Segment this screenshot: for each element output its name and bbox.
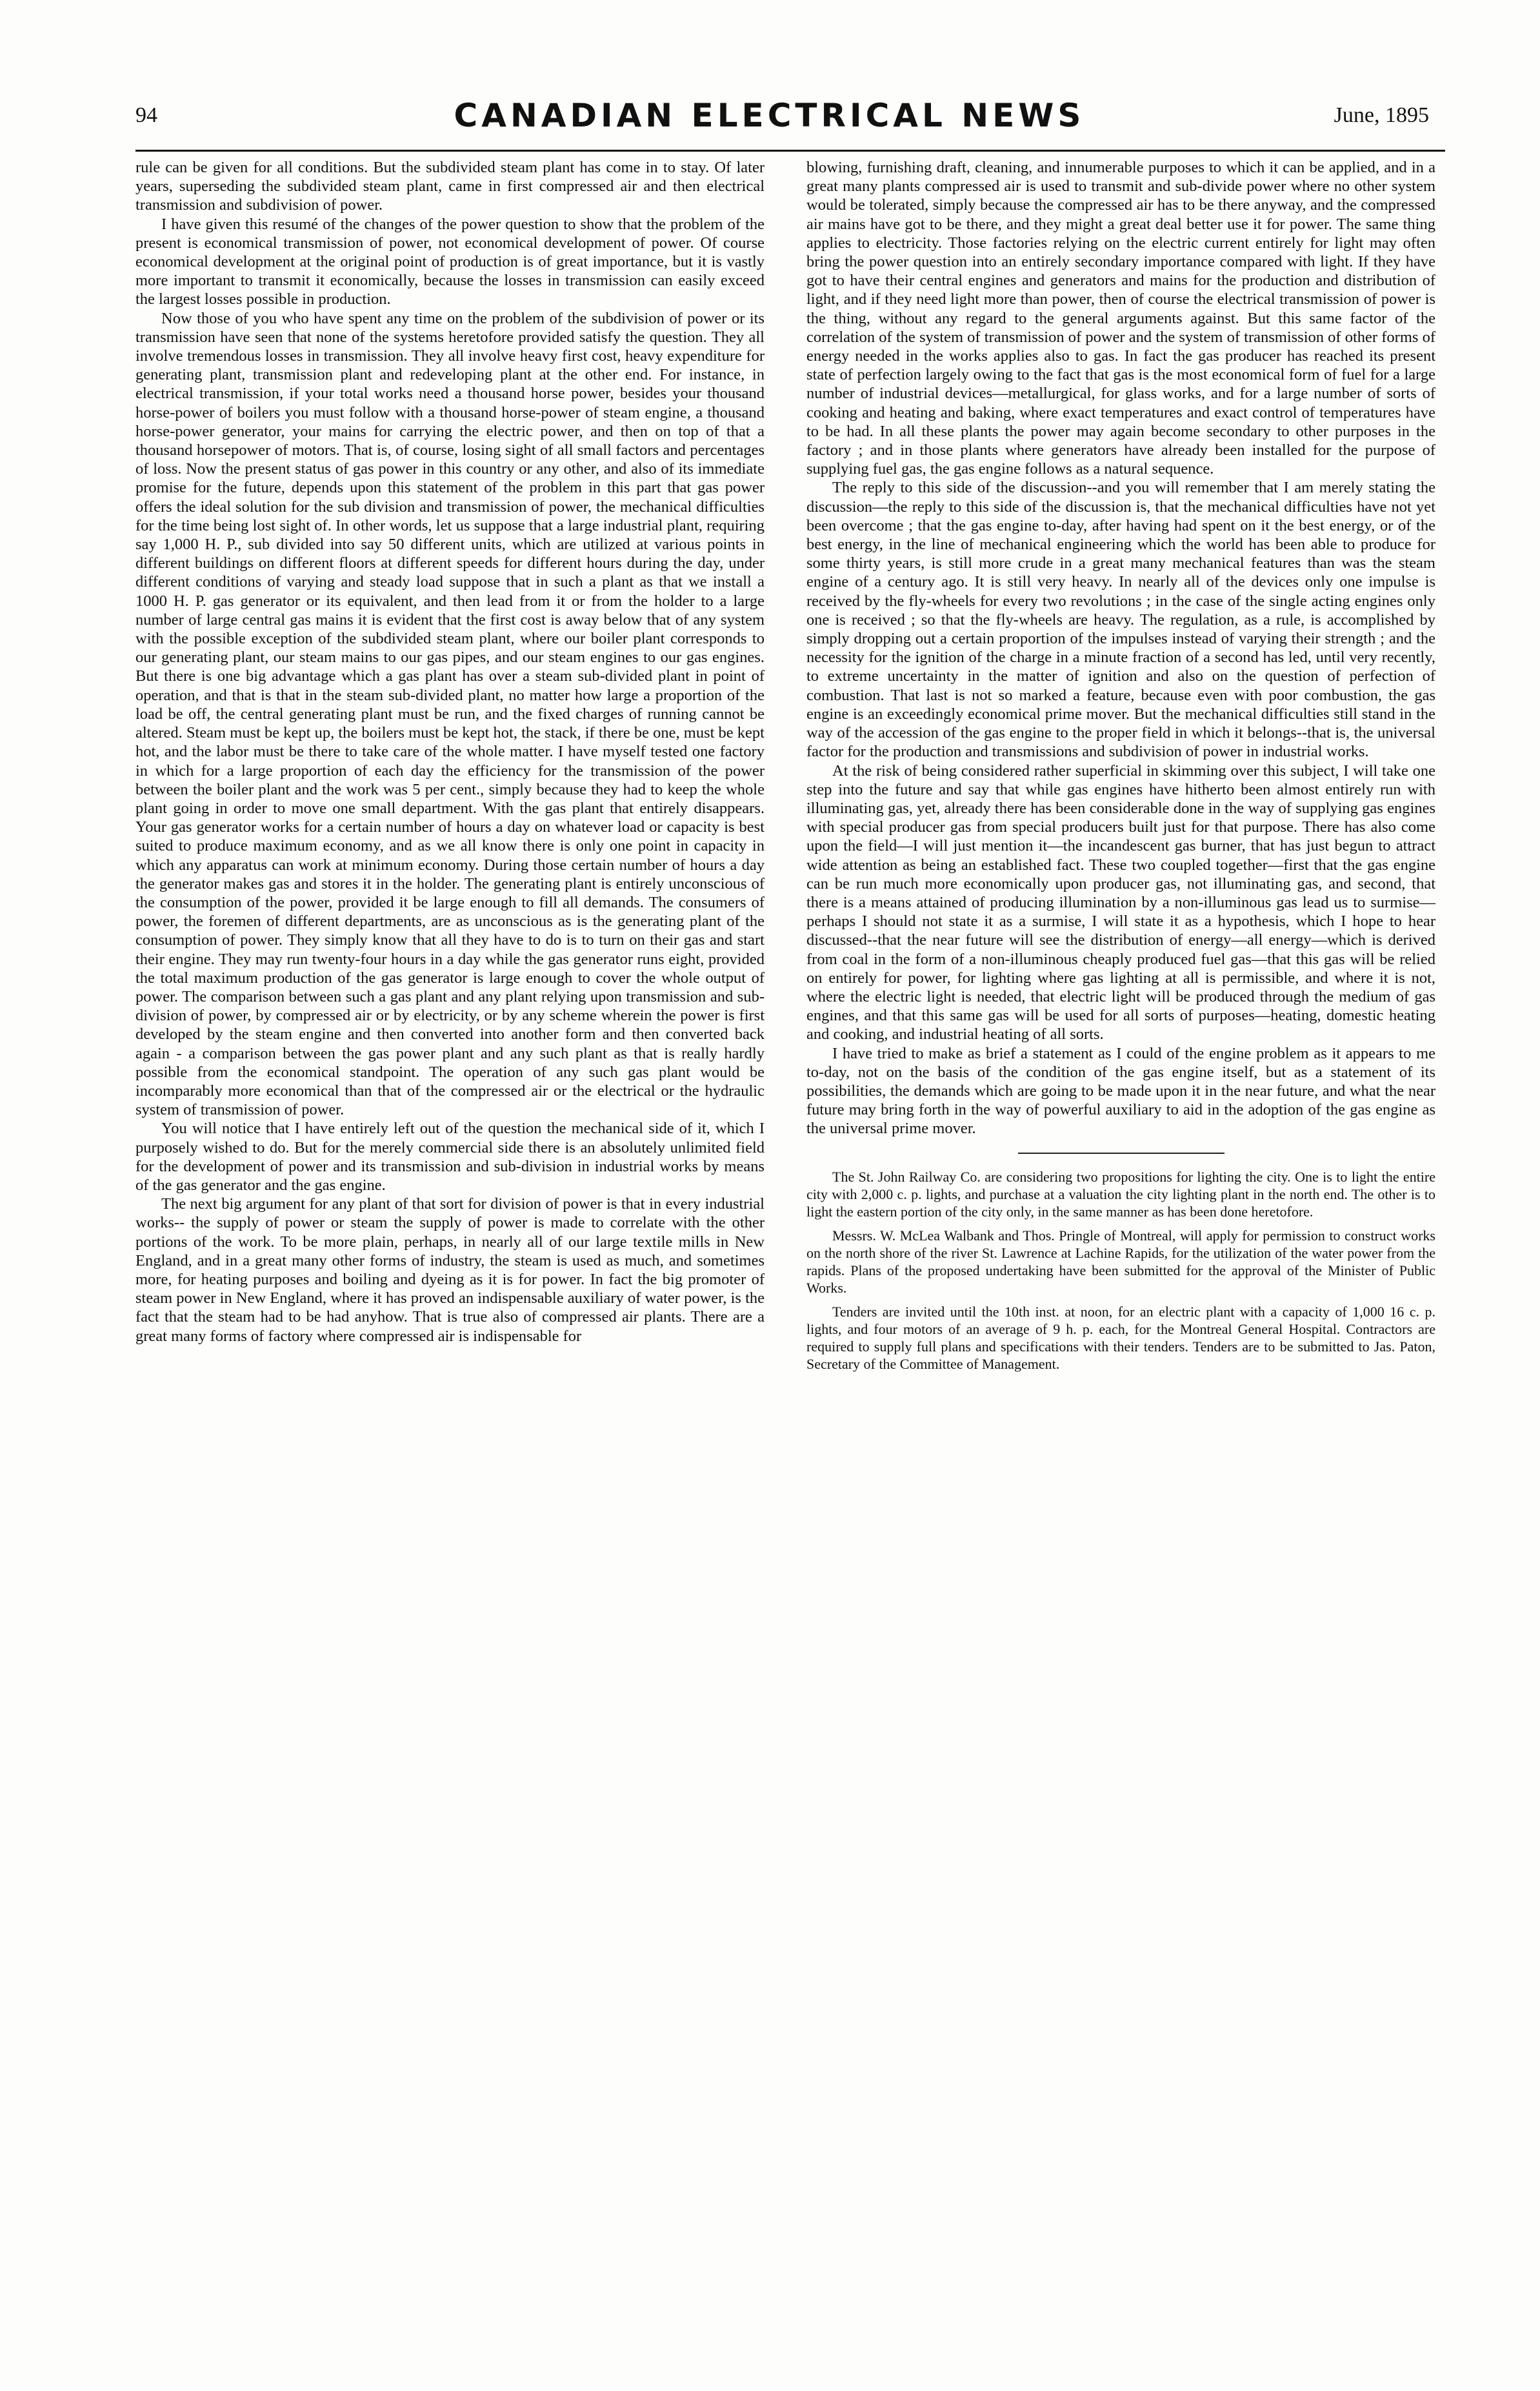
article-paragraph: The reply to this side of the discussion--and you will remember that I am merely stating the discussion—the reply to this side of the discussion is, that the mechanical difficulties have not yet been overcome ; that the gas engine to-day, after having had spent on it the best energy, or of the best energy, in the line of mechanical engineering which the world has been able to produce for some thirty years, is still more crude in a great many mechanical features than was the steam engine of a century ago. It is still very heavy. In nearly all of the devices only one impulse is received by the fly-wheels for every two revolutions ; in the case of the single acting engines only one is received ; so that the fly-wheels are heavy. The regulation, as a rule, is accomplished by simply dropping out a certain proportion of the impulses instead of varying their strength ; and the necessity for the ignition of the charge in a minute fraction of a second has led, until very recently, to extreme uncertainty in the matter of ignition and also on the question of perfection of combustion. That last is not so marked a feature, because even with poor combustion, the gas engine is an exceedingly economical prime mover. But the mechanical difficulties still stand in the way of the accession of the gas engine to the proper field in which it belongs--that is, the universal factor for the production and transmissions and subdivision of power in industrial works. <box>806 479 1435 761</box>
left-column <box>135 158 765 2391</box>
article-paragraph: Now those of you who have spent any time on the problem of the subdivision of power or its transmission have seen that none of the systems heretofore provided satisfy the question. They all involve tremendous losses in transmission. They all involve heavy first cost, heavy expenditure for generating plant, transmission plant and redeveloping plant at the other end. For instance, in electrical transmission, if your total works need a thousand horse power, besides your thousand horse-power of boilers you must follow with a thousand horse-power of steam engine, a thousand horse-power generator, your mains for carrying the electric power, and then on top of that a thousand horsepower of motors. That is, of course, losing sight of all small factors and percentages of loss. Now the present status of gas power in this country or any other, and also of its immediate promise for the future, depends upon this statement of the problem in this part that gas power offers the ideal solution for the sub division and transmission of power, the mechanical difficulties for the time being lost sight of. In other words, let us suppose that a large industrial plant, requiring say 1,000 H. P., sub divided into say 50 different units, which are utilized at various points in different buildings on different floors at different speeds for different hours during the day, under different conditions of varying and steady load suppose that in such a plant as that we install a 1000 H. P. gas generator or its equivalent, and then lead from it or from the holder to a large number of large central gas mains it is evident that the first cost is away below that of any system with the possible exception of the subdivided steam plant, where our boiler plant corresponds to our generating plant, our steam mains to our gas pipes, and our steam engines to our gas engines. But there is one big advantage which a gas plant has over a steam sub-divided plant in point of operation, and that is that in the steam sub-divided plant, no matter how large a proportion of the load be off, the central generating plant must be run, and the fixed charges of running cannot be altered. Steam must be kept up, the boilers must be kept hot, the stack, if there be one, must be kept hot, and the labor must be there to take care of the whole matter. I have myself tested one factory in which for a large proportion of each day the efficiency for the transmission of the power between the boiler plant and the work was 5 per cent., simply because they had to keep the whole plant going in order to move one small department. With the gas plant that entirely disappears. Your gas generator works for a certain number of hours a day on whatever load or capacity is best suited to produce maximum economy, and as we all know there is only one point in capacity in which any apparatus can work at minimum economy. During those certain number of hours a day the generator makes gas and stores it in the holder. The generating plant is entirely unconscious of the consumption of the power, provided it be large enough to fill all demands. The consumers of power, the foremen of different departments, are as unconscious as is the generating plant of the consumption of power. They simply know that all they have to do is to turn on their gas and start their engine. They may run twenty-four hours in a day while the gas generator runs eight, provided the total maximum production of the gas generator is large enough to cover the whole output of power. The comparison between such a gas plant and any plant relying upon transmission and sub-division of power, by compressed air or by electricity, or by any scheme wherein the power is first developed by the steam engine and then converted into another form and then converted back again - a comparison between the gas power plant and any such plant as that is really hardly possible from the economical standpoint. The operation of any such gas plant would be incomparably more economical than that of the compressed air or the electrical or the hydraulic system of transmission of power. <box>135 309 765 1119</box>
header-rule <box>135 150 1445 152</box>
page-number: 94 <box>135 103 157 127</box>
article-paragraph: I have given this resumé of the changes of the power question to show that the problem of the present is economical transmission of power, not economical development of power. Of course economical development at the original point of production is of great importance, but it is vastly more important to transmit it economically, because the losses in transmission can easily exceed the largest losses possible in production. <box>135 215 765 308</box>
page-header <box>97 97 1442 136</box>
news-note: Messrs. W. McLea Walbank and Thos. Pringle of Montreal, will apply for permission to construct works on the north shore of the river St. Lawrence at Lachine Rapids, for the utilization of the water power from the rapids. Plans of the proposed undertaking have been submitted for the approval of the Minister of Public Works. <box>806 1227 1435 1296</box>
article-paragraph: At the risk of being considered rather superficial in skimming over this subject, I will take one step into the future and say that while gas engines have hitherto been almost entirely run with illuminating gas, yet, already there has been considerable done in the way of supplying gas engines with special producer gas from special producers built just for that purpose. There has also come upon the field—I will just mention it—the incandescent gas burner, that has just begun to attract wide attention as being an established fact. These two coupled together—first that the gas engine can be run much more economically upon producer gas, not illuminating gas, and second, that there is a means attained of producing illumination by a non-illuminous gas lead us to surmise—perhaps I should not state it as a surmise, I will state it as a hypothesis, which I hope to hear discussed--that the near future will see the distribution of energy—all energy—which is derived from coal in the form of a non-illuminous cheaply produced fuel gas—that this gas will be relied on entirely for power, for lighting where gas lighting at all is permissible, and where it is not, where the electric light is needed, that electric light will be produced through the medium of gas engines, and that this same gas will be used for all sorts of purposes—heating, domestic heating and cooking, and industrial heating of all sorts. <box>806 762 1435 1044</box>
news-note: Tenders are invited until the 10th inst. at noon, for an electric plant with a capacity of 1,000 16 c. p. lights, and four motors of an average of 9 h. p. each, for the Montreal General Hospital. Contractors are required to supply full plans and specifications with their tenders. Tenders are to be submitted to Jas. Paton, Secretary of the Committee of Management. <box>806 1303 1435 1372</box>
article-paragraph: The next big argument for any plant of that sort for division of power is that in every industrial works-- the supply of power or steam the supply of power is made to correlate with the other portions of the work. To be more plain, perhaps, in nearly all of our large textile mills in New England, and in a great many other forms of industry, the steam is used as much, and sometimes more, for heating purposes and boiling and dyeing as it is for power. In fact the big promoter of steam power in New England, where it has proved an indispensable auxiliary of water power, is the fact that the steam had to be had anyhow. That is true also of compressed air plants. There are a great many forms of factory where compressed air is indispensable for <box>135 1195 765 1345</box>
masthead-title: CANADIAN ELECTRICAL NEWS <box>454 97 1085 134</box>
article-paragraph: I have tried to make as brief a statement as I could of the engine problem as it appears to me to-day, not on the basis of the condition of the gas engine itself, but as a statement of its possibilities, the demands which are going to be made upon it in the near future, and what the near future may bring forth in the way of powerful auxiliary to aid in the adoption of the gas engine as the universal prime mover. <box>806 1044 1435 1138</box>
section-divider <box>1018 1153 1225 1154</box>
article-paragraph: You will notice that I have entirely left out of the question the mechanical side of it, which I purposely wished to do. But for the merely commercial side there is an absolutely unlimited field for the development of power and its transmission and sub-division in industrial works by means of the gas generator and the gas engine. <box>135 1120 765 1194</box>
news-notes <box>806 1168 1435 1373</box>
right-column <box>806 158 1435 2391</box>
issue-date: June, 1895 <box>1334 103 1429 127</box>
article-paragraph: rule can be given for all conditions. But the subdivided steam plant has come in to stay. Of later years, superseding the subdivided steam plant, came in first compressed air and then electrical transmission and subdivision of power. <box>135 159 765 214</box>
news-note: The St. John Railway Co. are considering two propositions for lighting the city. One is to light the entire city with 2,000 c. p. lights, and purchase at a valuation the city lighting plant in the north end. The other is to light the eastern portion of the city only, in the same manner as has been done heretofore. <box>806 1168 1435 1220</box>
article-paragraph: blowing, furnishing draft, cleaning, and innumerable purposes to which it can be applied, and in a great many plants compressed air is used to transmit and sub-divide power where no other system would be tolerated, simply because the compressed air has to be there anyway, and the compressed air mains have got to be there, and they might a great deal better use it for power. The same thing applies to electricity. Those factories relying on the electric current entirely for light may often bring the power question into an entirely secondary importance compared with light. If they have got to have their central engines and generators and mains for the production and distribution of light, and if they need light more than power, then of course the electrical transmission of power is the thing, without any regard to the general arguments against. But this same factor of the correlation of the system of transmission of power and the system of transmission of other forms of energy needed in the works applies also to gas. In fact the gas producer has reached its present state of perfection largely owing to the fact that gas is the most economical form of fuel for a large number of industrial devices—metallurgical, for glass works, and for a large number of sorts of cooking and heating and baking, where exact temperatures and exact control of temperatures have to be had. In all these plants the power may again become secondary to other purposes in the factory ; and in those plants where generators have already been installed for the purpose of supplying fuel gas, the gas engine follows as a natural sequence. <box>806 159 1435 478</box>
